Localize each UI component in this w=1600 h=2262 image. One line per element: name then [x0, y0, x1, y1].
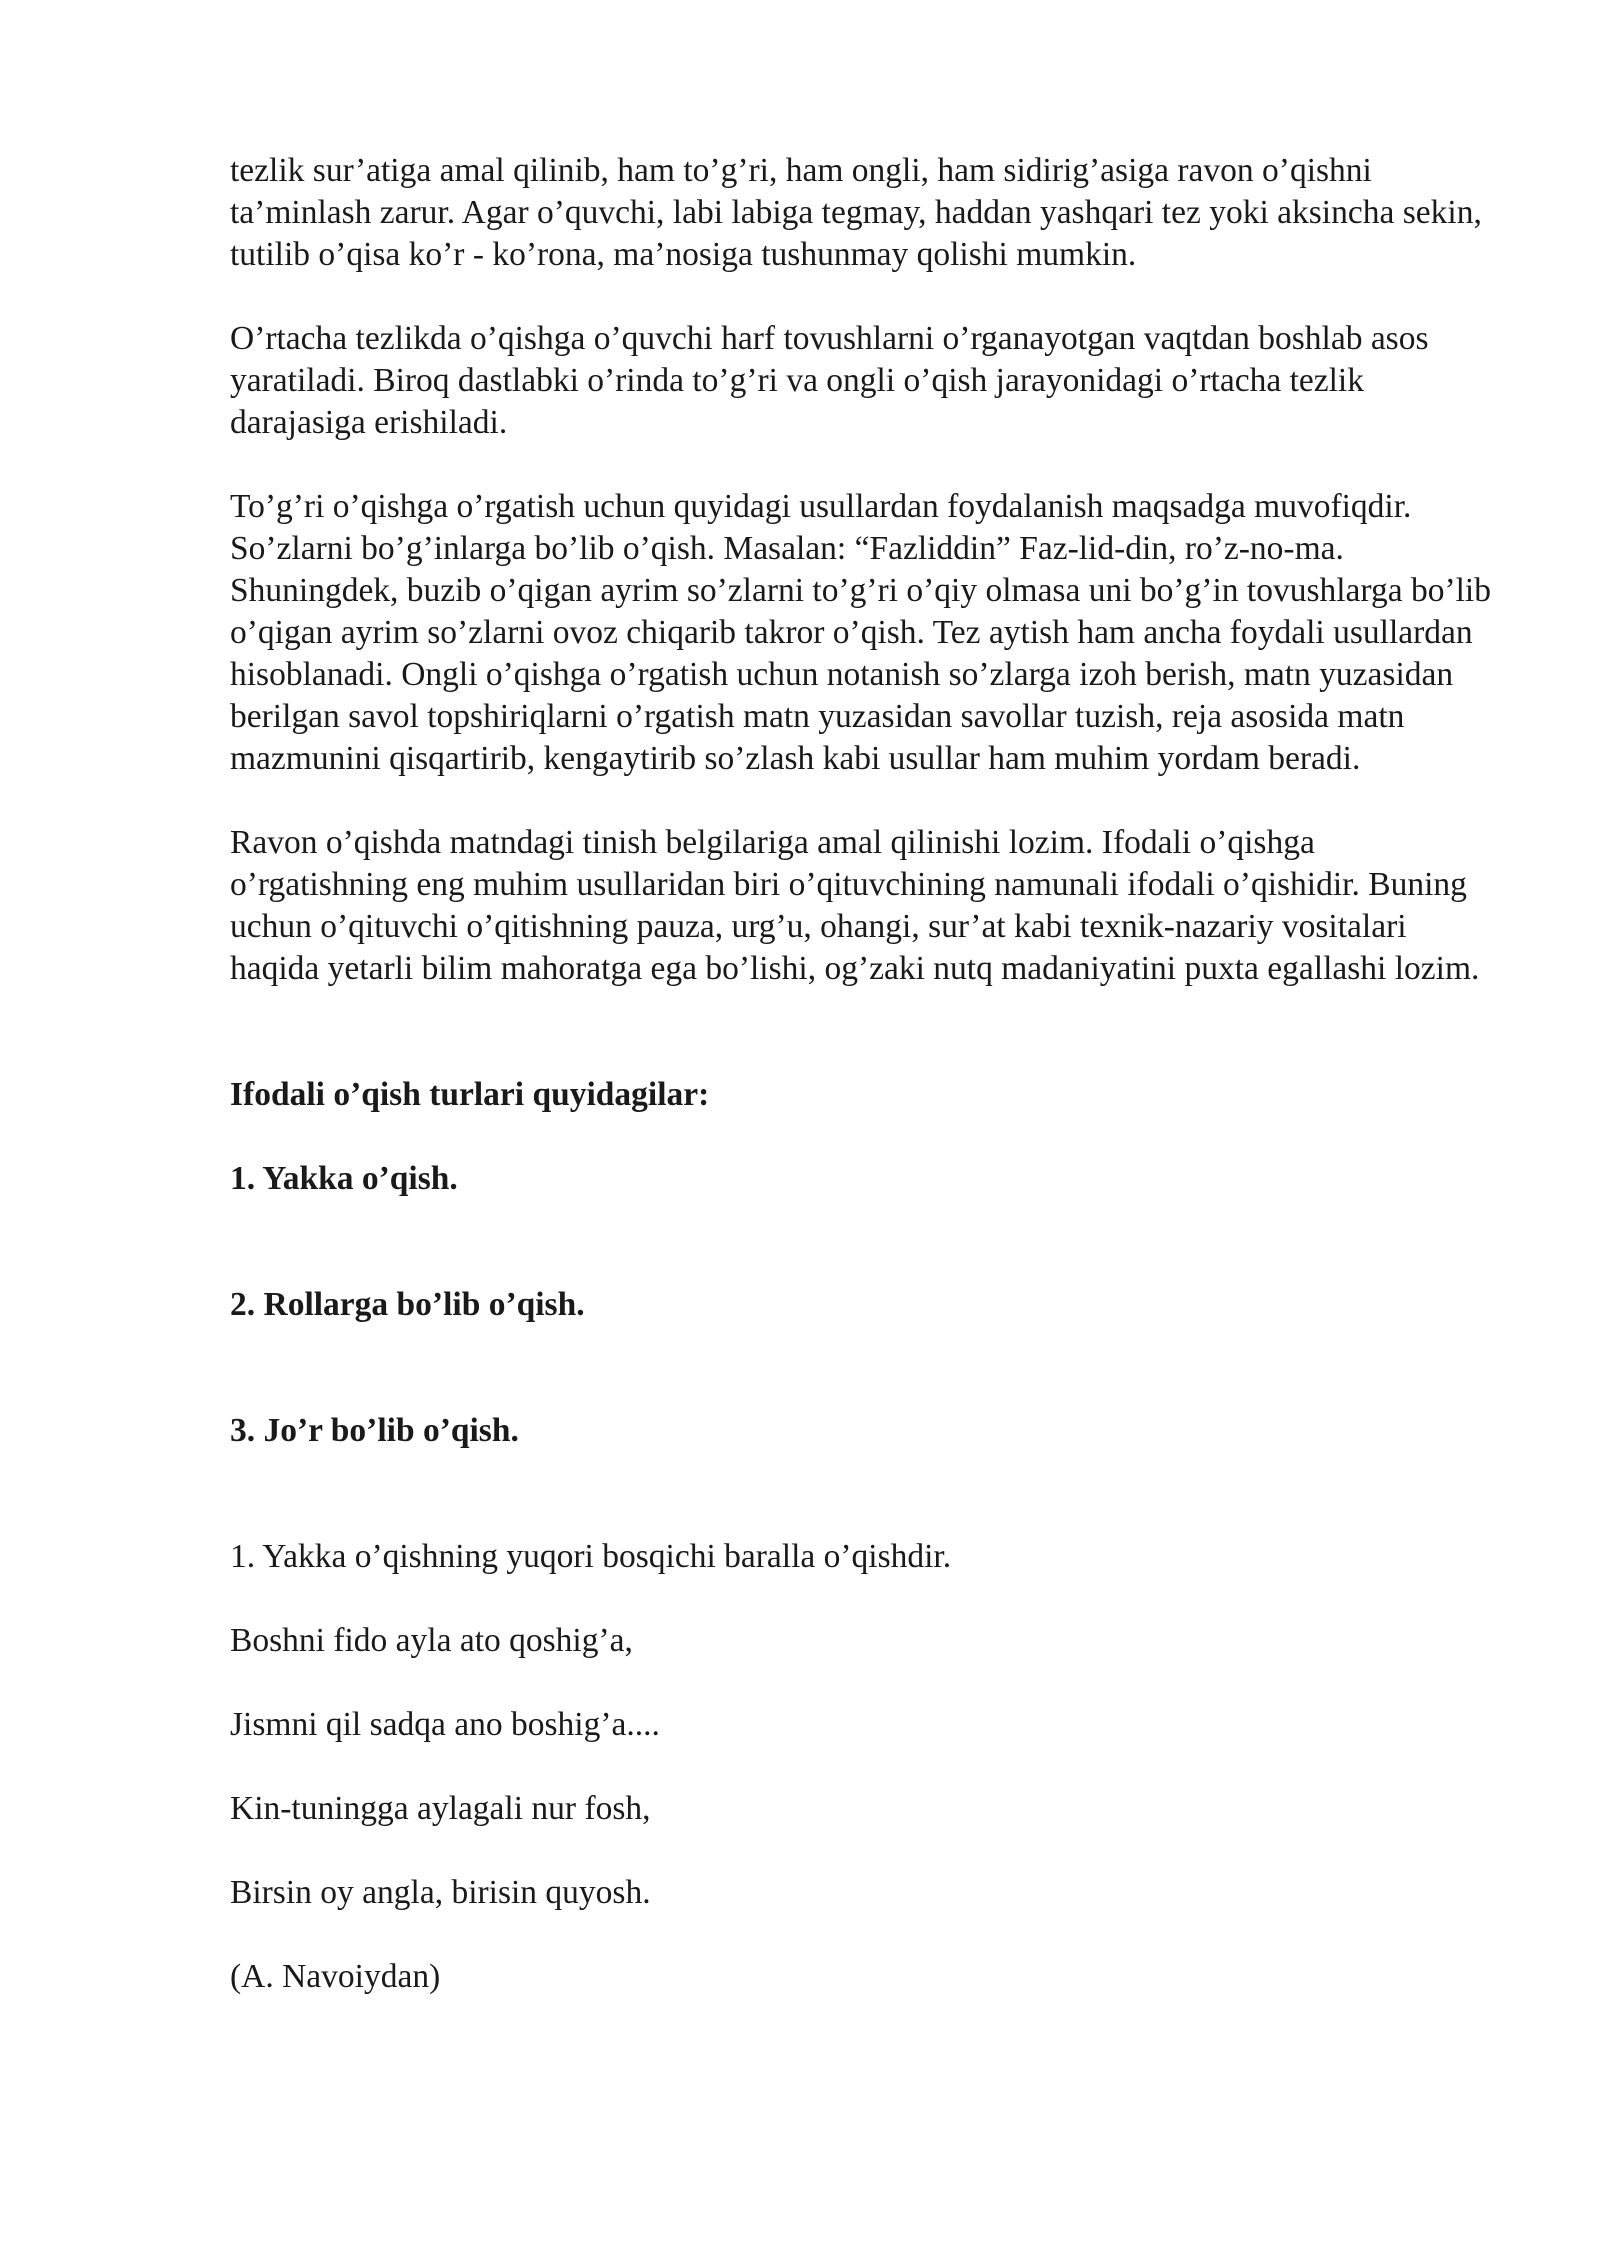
paragraph-1: tezlik sur’atiga amal qilinib, ham to’g’ri, ham ongli, ham sidirig’asiga ravon o’qishni ta’minlash zarur. Agar o’quvchi, labi labiga tegmay, haddan yashqari tez yoki aksincha sekin, tutilib o’qisa ko’r - ko’rona, ma’nosiga tushunmay qolishi mumkin.: [230, 152, 1482, 273]
poem-line-4: Birsin oy angla, birisin quyosh.: [230, 1874, 651, 1911]
poem-line-1: Boshni fido ayla ato qoshig’a,: [230, 1622, 633, 1659]
attribution: (A. Navoiydan): [230, 1958, 441, 1995]
paragraph-2: O’rtacha tezlikda o’qishga o’quvchi harf tovushlarni o’rganayotgan vaqtdan boshlab asos yaratiladi. Biroq dastlabki o’rinda to’g’ri va ongli o’qish jarayonidagi o’rtacha tezlik darajasiga erishiladi.: [230, 320, 1429, 441]
poem-line-2: Jismni qil sadqa ano boshig’a....: [230, 1706, 660, 1743]
intro-line: 1. Yakka o’qishning yuqori bosqichi baralla o’qishdir.: [230, 1538, 952, 1575]
section-heading: Ifodali o’qish turlari quyidagilar:: [230, 1076, 710, 1113]
list-item-3: 3. Jo’r bo’lib o’qish.: [230, 1412, 519, 1449]
paragraph-3: To’g’ri o’qishga o’rgatish uchun quyidagi usullardan foydalanish maqsadga muvofiqdir. So’zlarni bo’g’inlarga bo’lib o’qish. Masalan: “Fazliddin” Faz-lid-din, ro’z-no-ma. Shuningdek, buzib o’qigan ayrim so’zlarni to’g’ri o’qiy olmasa uni bo’g’in tovushlarga bo’lib o’qigan ayrim so’zlarni ovoz chiqarib takror o’qish. Tez aytish ham ancha foydali usullardan hisoblanadi. Ongli o’qishga o’rgatish uchun notanish so’zlarga izoh berish, matn yuzasidan berilgan savol topshiriqlarni o’rgatish matn yuzasidan savollar tuzish, reja asosida matn mazmunini qisqartirib, kengaytirib so’zlash kabi usullar ham muhim yordam beradi.: [230, 488, 1491, 777]
list-item-1: 1. Yakka o’qish.: [230, 1160, 458, 1197]
document-page: [230, 150, 1500, 1998]
list-item-2: 2. Rollarga bo’lib o’qish.: [230, 1286, 585, 1323]
paragraph-4: Ravon o’qishda matndagi tinish belgilariga amal qilinishi lozim. Ifodali o’qishga o’rgatishning eng muhim usullaridan biri o’qituvchining namunali ifodali o’qishidir. Buning uchun o’qituvchi o’qitishning pauza, urg’u, ohangi, sur’at kabi texnik-nazariy vositalari haqida yetarli bilim mahoratga ega bo’lishi, og’zaki nutq madaniyatini puxta egallashi lozim.: [230, 824, 1480, 987]
poem-line-3: Kin-tuningga aylagali nur fosh,: [230, 1790, 651, 1827]
